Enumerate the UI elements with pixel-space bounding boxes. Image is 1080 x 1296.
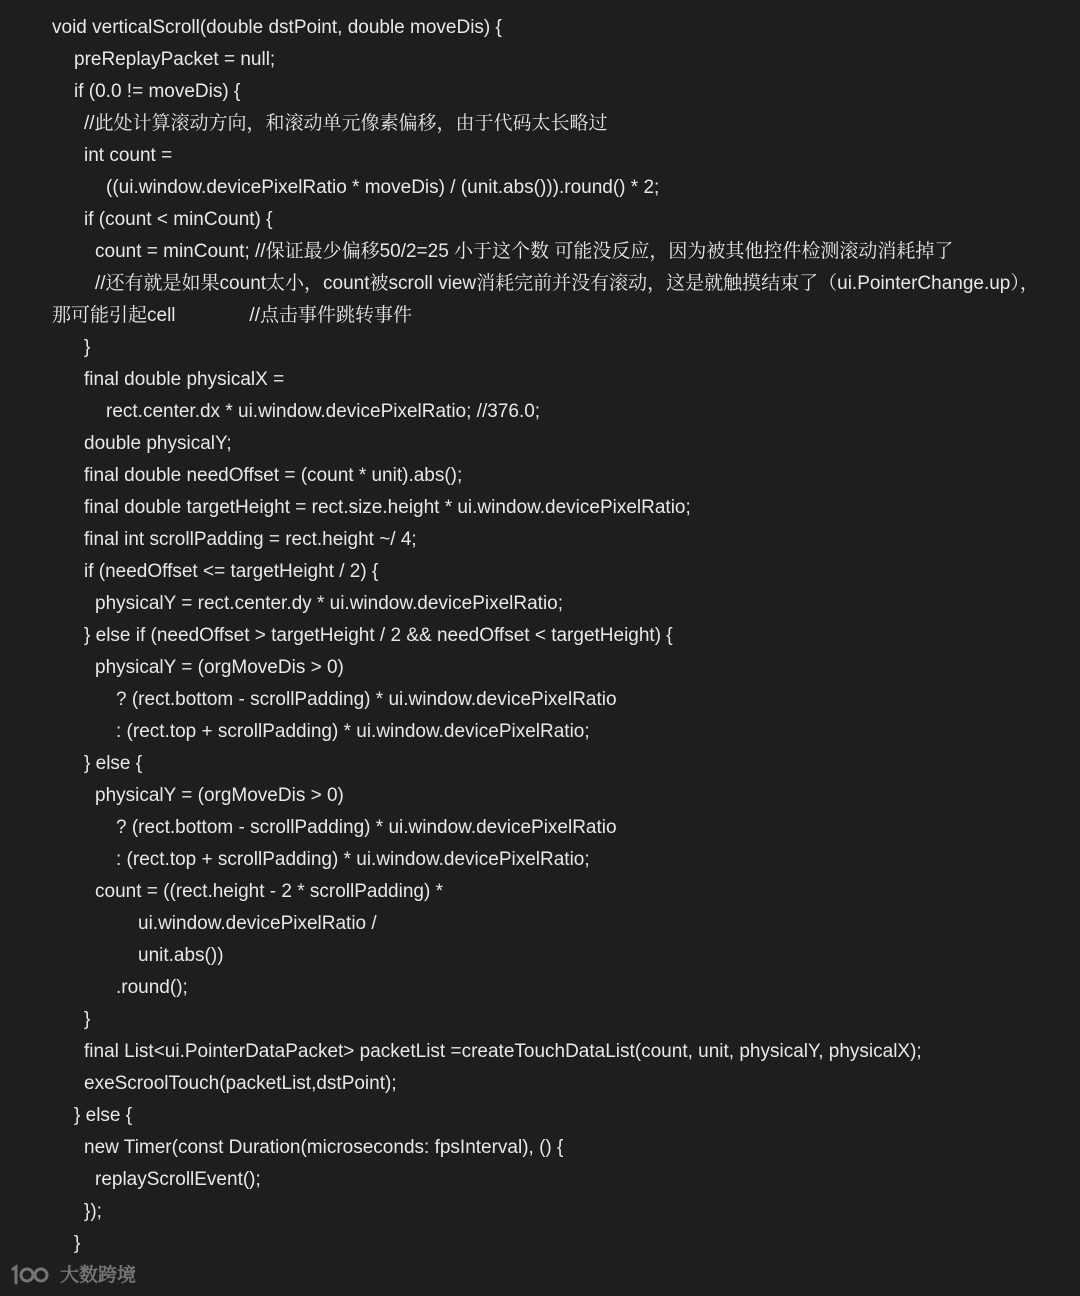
code-line: } <box>74 1233 81 1254</box>
code-line: physicalY = (orgMoveDis > 0) <box>95 785 344 806</box>
code-line: : (rect.top + scrollPadding) * ui.window.devicePixelRatio; <box>116 721 590 742</box>
code-line: : (rect.top + scrollPadding) * ui.window.devicePixelRatio; <box>116 849 590 870</box>
code-line: preReplayPacket = null; <box>74 49 276 70</box>
code-line: ? (rect.bottom - scrollPadding) * ui.window.devicePixelRatio <box>116 817 617 838</box>
code-line: physicalY = (orgMoveDis > 0) <box>95 657 344 678</box>
code-line: final int scrollPadding = rect.height ~/ 4; <box>84 529 417 550</box>
code-line: physicalY = rect.center.dy * ui.window.devicePixelRatio; <box>95 593 564 614</box>
code-line: .round(); <box>116 977 188 998</box>
code-line: replayScrollEvent(); <box>95 1169 261 1190</box>
code-line: new Timer(const Duration(microseconds: fpsInterval), () { <box>84 1137 564 1158</box>
code-line: if (needOffset <= targetHeight / 2) { <box>84 561 379 582</box>
code-line: } else { <box>84 753 143 774</box>
code-view <box>0 12 1080 1260</box>
code-line: final double targetHeight = rect.size.height * ui.window.devicePixelRatio; <box>84 497 691 518</box>
code-line: //此处计算滚动方向，和滚动单元像素偏移，由于代码太长略过 <box>84 113 608 134</box>
code-line: int count = <box>84 145 173 166</box>
code-line: }); <box>84 1201 102 1222</box>
code-line: } else if (needOffset > targetHeight / 2 && needOffset < targetHeight) { <box>84 625 673 646</box>
code-line: void verticalScroll(double dstPoint, double moveDis) { <box>52 17 502 38</box>
code-line: //还有就是如果count太小，count被scroll view消耗完前并没有滚动，这是就触摸结束了（ui.PointerChange.up）， <box>95 273 1039 294</box>
code-line: unit.abs()) <box>138 945 224 966</box>
code-line: exeScroolTouch(packetList,dstPoint); <box>84 1073 397 1094</box>
100-logo-icon <box>10 1264 54 1286</box>
code-line: count = minCount; //保证最少偏移50/2=25 小于这个数 可能没反应，因为被其他控件检测滚动消耗掉了 <box>95 241 954 262</box>
code-line: } <box>84 337 91 358</box>
code-line: 那可能引起cell //点击事件跳转事件 <box>52 305 412 326</box>
code-line: ? (rect.bottom - scrollPadding) * ui.window.devicePixelRatio <box>116 689 617 710</box>
code-line: ui.window.devicePixelRatio / <box>138 913 377 934</box>
code-line: } else { <box>74 1105 133 1126</box>
watermark-text: 大数跨境 <box>60 1264 137 1286</box>
code-line: count = ((rect.height - 2 * scrollPadding) * <box>95 881 443 902</box>
code-line: ((ui.window.devicePixelRatio * moveDis) / (unit.abs())).round() * 2; <box>106 177 660 198</box>
code-line: final List<ui.PointerDataPacket> packetList =createTouchDataList(count, unit, physicalY, physicalX); <box>84 1041 922 1062</box>
code-line: if (0.0 != moveDis) { <box>74 81 241 102</box>
code-line: } <box>84 1009 91 1030</box>
code-line: final double physicalX = <box>84 369 285 390</box>
code-line: rect.center.dx * ui.window.devicePixelRatio; //376.0; <box>106 401 541 422</box>
code-line: double physicalY; <box>84 433 232 454</box>
code-line: final double needOffset = (count * unit).abs(); <box>84 465 463 486</box>
code-line: if (count < minCount) { <box>84 209 273 230</box>
watermark <box>10 1262 136 1288</box>
